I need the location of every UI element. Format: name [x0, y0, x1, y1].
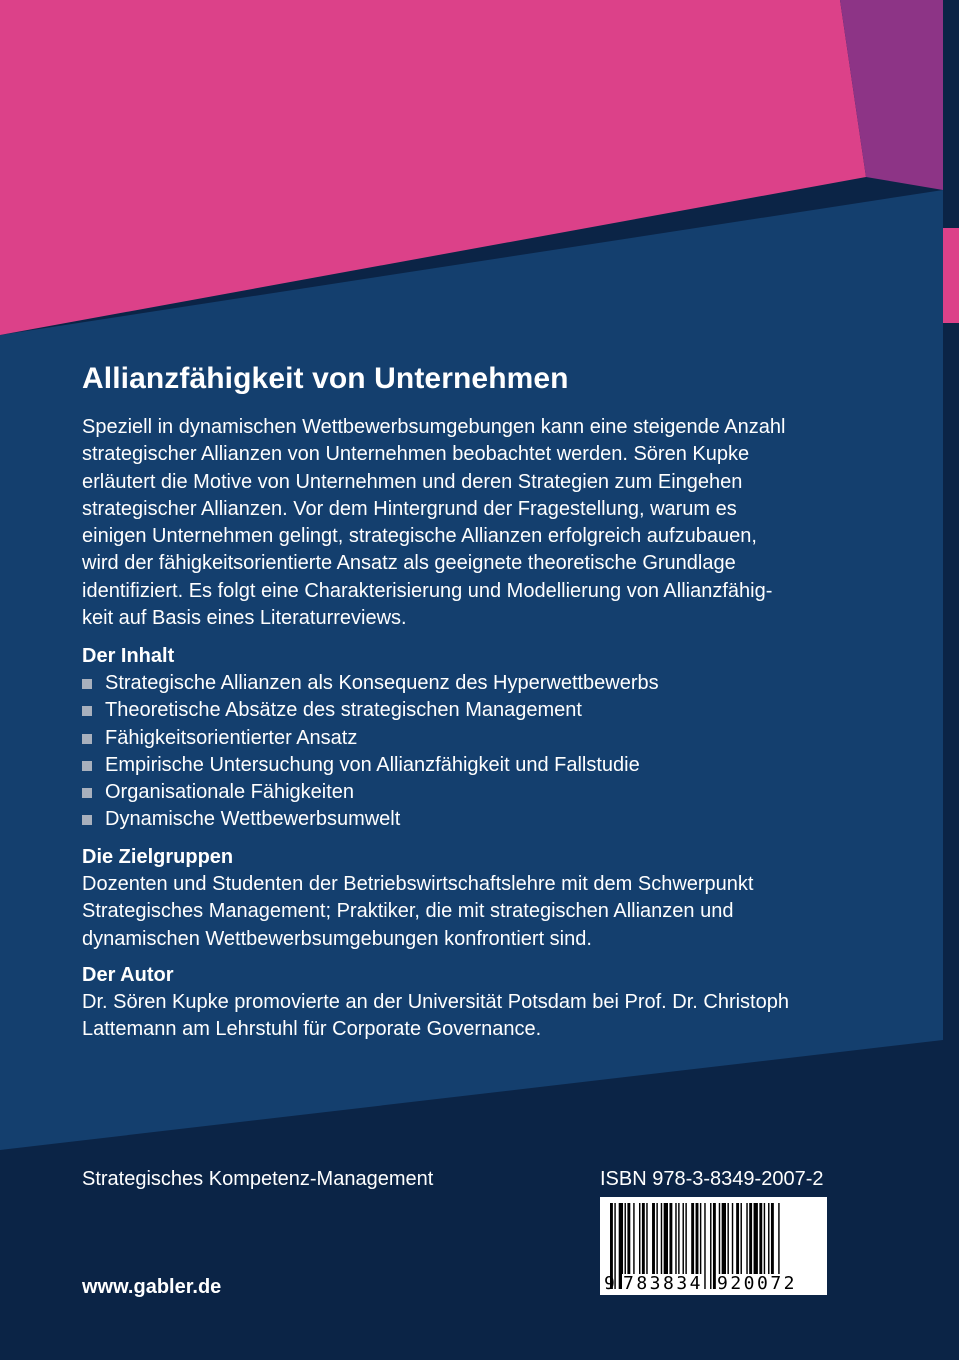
inhalt-heading: Der Inhalt: [82, 645, 175, 667]
intro-line: einigen Unternehmen gelingt, strategische Allianzen erfolgreich aufzubauen,: [82, 525, 757, 548]
autor-line: Dr. Sören Kupke promovierte an der Universität Potsdam bei Prof. Dr. Christoph: [82, 991, 789, 1013]
pink-edge-strip: [943, 228, 959, 323]
book-title: Allianzfähigkeit von Unternehmen: [82, 362, 569, 395]
list-item: [82, 725, 849, 752]
square-bullet-icon: [82, 761, 92, 771]
zielgruppen-line: Dozenten und Studenten der Betriebswirtschaftslehre mit dem Schwerpunkt: [82, 873, 754, 895]
autor-line: Lattemann am Lehrstuhl für Corporate Governance.: [82, 1018, 542, 1041]
zielgruppen-line: dynamischen Wettbewerbsumgebungen konfrontiert sind.: [82, 927, 592, 950]
intro-paragraph: [82, 414, 862, 632]
autor-heading: Der Autor: [82, 964, 174, 986]
intro-line: wird der fähigkeitsorientierte Ansatz als geeignete theoretische Grundlage: [82, 552, 736, 575]
square-bullet-icon: [82, 815, 92, 825]
intro-line: keit auf Basis eines Literaturreviews.: [82, 607, 407, 630]
intro-line: strategischer Allianzen von Unternehmen beobachtet werden. Sören Kupke: [82, 443, 750, 466]
list-item-text: Fähigkeitsorientierter Ansatz: [105, 726, 358, 749]
autor-section: [82, 962, 849, 1044]
square-bullet-icon: [82, 679, 92, 689]
barcode-left-group: 783834: [623, 1273, 704, 1294]
isbn-number: ISBN 978-3-8349-2007-2: [600, 1168, 824, 1190]
list-item: [82, 806, 849, 833]
intro-line: Speziell in dynamischen Wettbewerbsumgebungen kann eine steigende Anzahl: [82, 416, 786, 438]
list-item-text: Theoretische Absätze des strategischen Management: [105, 699, 582, 722]
list-item-text: Dynamische Wettbewerbsumwelt: [105, 808, 401, 831]
list-item: [82, 697, 849, 724]
intro-line: strategischer Allianzen. Vor dem Hintergrund der Fragestellung, warum es: [82, 497, 737, 520]
barcode: [600, 1197, 827, 1295]
list-item-text: Strategische Allianzen als Konsequenz des Hyperwettbewerbs: [105, 672, 659, 694]
list-item: [82, 779, 849, 806]
list-item: [82, 670, 849, 697]
barcode-first-digit: 9: [604, 1273, 615, 1294]
zielgruppen-section: [82, 844, 849, 953]
inhalt-list: [82, 670, 849, 834]
intro-line: erläutert die Motive von Unternehmen und deren Strategien zum Eingehen: [82, 470, 743, 493]
square-bullet-icon: [82, 706, 92, 716]
publisher-website-link[interactable]: www.gabler.de: [82, 1276, 222, 1298]
square-bullet-icon: [82, 788, 92, 798]
zielgruppen-line: Strategisches Management; Praktiker, die mit strategischen Allianzen und: [82, 900, 734, 923]
intro-line: identifiziert. Es folgt eine Charakterisierung und Modellierung von Allianzfähig-: [82, 579, 773, 602]
barcode-right-group: 920072: [717, 1273, 798, 1294]
list-item-text: Empirische Untersuchung von Allianzfähigkeit und Fallstudie: [105, 753, 640, 776]
series-name: Strategisches Kompetenz-Management: [82, 1168, 434, 1190]
square-bullet-icon: [82, 734, 92, 744]
list-item-text: Organisationale Fähigkeiten: [105, 781, 355, 804]
zielgruppen-heading: Die Zielgruppen: [82, 846, 234, 868]
barcode-digits: [604, 1274, 823, 1294]
list-item: [82, 752, 849, 779]
inhalt-section: [82, 643, 849, 834]
